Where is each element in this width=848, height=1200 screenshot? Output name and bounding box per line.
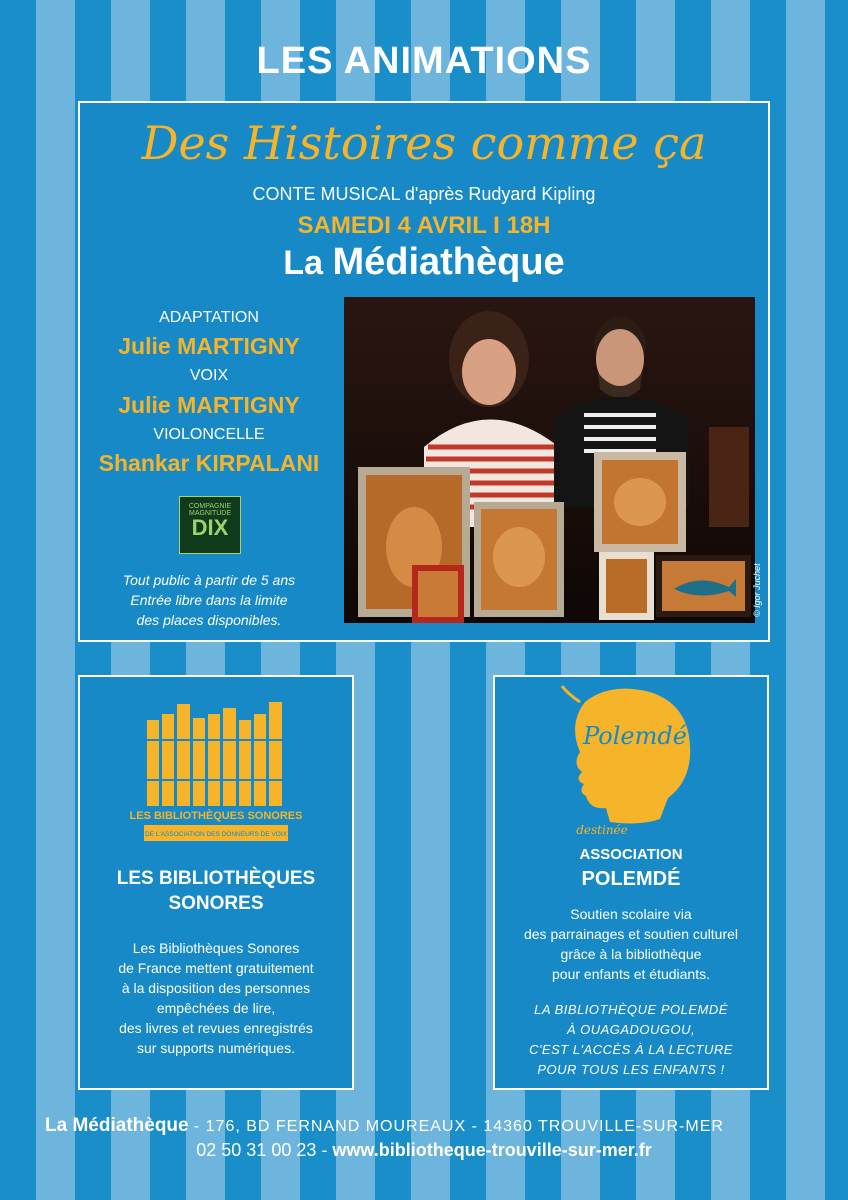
sonores-desc-line: empêchées de lire,: [156, 1000, 276, 1016]
footer-address: [45, 1115, 825, 1137]
assoc-desc-line: des parrainages et soutien culturel: [523, 926, 739, 942]
audience-line: des places disponibles.: [136, 612, 282, 628]
footer-brand-main: Médiathèque: [72, 1115, 189, 1136]
company-logo-line1: COMPAGNIE: [188, 503, 232, 510]
sonores-desc-line: des livres et revues enregistrés: [119, 1020, 313, 1036]
audience-info: [84, 570, 334, 630]
performers-photo: [344, 297, 762, 623]
time-text: 18H: [506, 212, 551, 239]
assoc-slogan-line: À OUAGADOUGOU,: [566, 1022, 696, 1037]
company-logo-line3: DIX: [191, 515, 229, 540]
show-date: [80, 212, 768, 240]
page-title: LES ANIMATIONS: [256, 40, 592, 82]
footer-phone[interactable]: 02 50 31 00 23: [196, 1140, 317, 1160]
sonores-title: [80, 866, 352, 916]
assoc-slogan-line: C'EST L'ACCÈS À LA LECTURE: [529, 1042, 733, 1057]
association-description: [495, 904, 767, 984]
venue-main: Médiathèque: [332, 241, 565, 283]
sonores-desc-line: de France mettent gratuitement: [118, 960, 314, 976]
company-logo: [179, 496, 241, 554]
credit-role: VIOLONCELLE: [153, 426, 265, 443]
footer-dash: -: [316, 1140, 333, 1160]
show-subtitle: CONTE MUSICAL d'après Rudyard Kipling: [252, 184, 596, 204]
audience-line: Entrée libre dans la limite: [130, 592, 288, 608]
sonores-desc-line: Les Bibliothèques Sonores: [132, 940, 300, 956]
company-logo-line2: MAGNITUDE: [189, 510, 231, 517]
venue-name: [80, 241, 768, 284]
sonores-desc-line: sur supports numériques.: [137, 1040, 295, 1056]
footer-contact: [0, 1140, 848, 1161]
assoc-desc-line: pour enfants et étudiants.: [552, 966, 710, 982]
footer-address-text: - 176, BD FERNAND MOUREAUX - 14360 TROUVILLE-SUR-MER: [193, 1118, 724, 1135]
assoc-desc-line: Soutien scolaire via: [570, 906, 692, 922]
assoc-slogan-line: LA BIBLIOTHÈQUE POLEMDÉ: [534, 1002, 728, 1017]
footer-brand-prefix: La: [45, 1115, 68, 1136]
date-text: SAMEDI 4 AVRIL: [297, 212, 487, 239]
show-title: Des Histoires comme ça: [141, 116, 707, 170]
sonores-title-line: LES BIBLIOTHÈQUES: [116, 868, 316, 889]
venue-prefix: La: [283, 244, 323, 282]
credit-name: Julie MARTIGNY: [118, 392, 300, 418]
bookshelf-logo-subtitle: DE L'ASSOCIATION DES DONNEURS DE VOIX: [145, 831, 287, 838]
credit-name: Shankar KIRPALANI: [98, 450, 320, 476]
sonores-description: [80, 938, 352, 1058]
photo-credit: © Igor Juchet: [752, 563, 762, 617]
credit-role: ADAPTATION: [159, 309, 259, 326]
association-label: ASSOCIATION: [579, 846, 683, 863]
credit-role: VOIX: [189, 367, 229, 384]
association-name: POLEMDÉ: [581, 868, 681, 890]
footer-brand: [45, 1115, 194, 1136]
association-slogan: [495, 1000, 767, 1080]
polemde-logo: [550, 684, 720, 839]
bookshelf-logo-title: LES BIBLIOTHÈQUES SONORES: [129, 810, 303, 822]
polemde-logo-sub: destinée: [576, 823, 628, 837]
date-separator: I: [493, 212, 500, 239]
footer-website-link[interactable]: www.bibliotheque-trouville-sur-mer.fr: [332, 1140, 652, 1160]
assoc-desc-line: grâce à la bibliothèque: [560, 946, 702, 962]
assoc-slogan-line: POUR TOUS LES ENFANTS !: [537, 1062, 725, 1077]
credit-name: Julie MARTIGNY: [118, 333, 300, 359]
sonores-title-line: SONORES: [168, 893, 264, 914]
polemde-logo-word: Polemdé: [583, 722, 687, 750]
bookshelf-logo: [129, 700, 303, 845]
sonores-desc-line: à la disposition des personnes: [121, 980, 311, 996]
audience-line: Tout public à partir de 5 ans: [122, 572, 296, 588]
